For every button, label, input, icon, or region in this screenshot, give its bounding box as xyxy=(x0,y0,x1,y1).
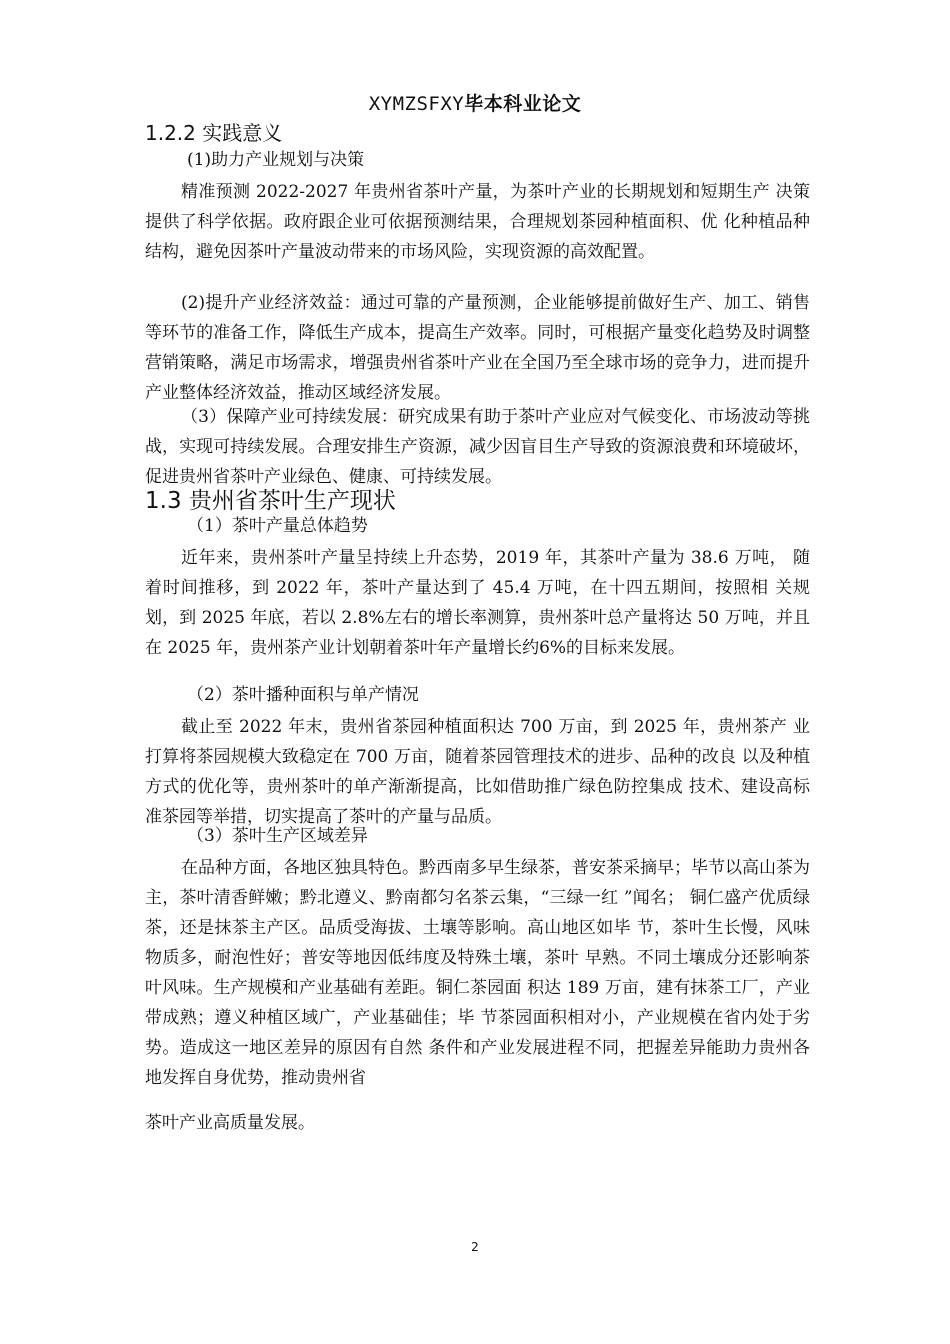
page-header xyxy=(0,90,950,117)
heading-1-3: 1.3 贵州省茶叶生产现状 xyxy=(145,488,396,514)
section-1-3-tail: 茶叶产业高质量发展。 xyxy=(145,1113,315,1133)
heading-1-2-2: 1.2.2 实践意义 xyxy=(145,121,283,145)
section-1-3-item-2-body: 截止至 2022 年末，贵州省茶园种植面积达 700 万亩，到 2025 年，贵州茶产 业打算将茶园规模大致稳定在 700 万亩，随着茶园管理技术的进步、品种的改良 以及种植方式的优化等，贵州茶叶的单产渐渐提高，比如借助推广绿色防控集成 技术、建设高标准茶园等举措，切实提高了茶叶的产量与品质。 xyxy=(145,717,810,827)
header-code: XYMZSFXY xyxy=(368,93,465,115)
page-number: 2 xyxy=(471,1240,479,1254)
item-2-body: (2)提升产业经济效益：通过可靠的产量预测，企业能够提前做好生产、加工、销售等环节的准备工作，降低生产成本，提高生产效率。同时，可根据产量变化趋势及时调整营销策略，满足市场需求，增强贵州省茶叶产业在全国乃至全球市场的竞争力，进而提升产业整体经济效益，推动区域经济发展。 xyxy=(145,293,810,403)
header-title: 毕本科业论文 xyxy=(464,93,582,115)
section-1-3-item-3-title: （3）茶叶生产区域差异 xyxy=(187,826,368,846)
section-1-3-item-1-title: （1）茶叶产量总体趋势 xyxy=(187,516,368,536)
item-1-title: (1)助力产业规划与决策 xyxy=(187,150,365,170)
section-1-3-item-2-title: （2）茶叶播种面积与单产情况 xyxy=(187,685,419,705)
item-3-body: （3）保障产业可持续发展：研究成果有助于茶叶产业应对气候变化、市场波动等挑战，实现可持续发展。合理安排生产资源，减少因盲目生产导致的资源浪费和环境破坏，促进贵州省茶叶产业绿色、健康、可持续发展。 xyxy=(145,407,810,487)
section-1-3-item-3-body: 在品种方面，各地区独具特色。黔西南多早生绿茶，普安茶采摘早；毕节以高山茶为主，茶叶清香鲜嫩；黔北遵义、黔南都匀名茶云集，“三绿一红 ”闻名； 铜仁盛产优质绿茶，还是抹茶主产区。品质受海拔、土壤等影响。高山地区如毕 节，茶叶生长慢，风味物质多，耐泡性好；普安等地因低纬度及特殊土壤，茶叶 早熟。不同土壤成分还影响茶叶风味。生产规模和产业基础有差距。铜仁茶园面 积达 189 万亩，建有抹茶工厂，产业带成熟；遵义种植区域广，产业基础佳；毕 节茶园面积相对小，产业规模在省内处于劣势。造成这一地区差异的原因有自然 条件和产业发展进程不同，把握差异能助力贵州各地发挥自身优势，推动贵州省 xyxy=(145,858,810,1088)
section-1-3-item-1-body: 近年来，贵州茶叶产量呈持续上升态势，2019 年，其茶叶产量为 38.6 万吨， 随着时间推移，到 2022 年，茶叶产量达到了 45.4 万吨，在十四五期间，按照相 关规划，到 2025 年底，若以 2.8%左右的增长率测算，贵州茶叶总产量将达 50 万吨，并且在 2025 年，贵州茶产业计划朝着茶叶年产量增长约6%的目标来发展。 xyxy=(145,548,810,658)
item-1-body: 精准预测 2022-2027 年贵州省茶叶产量，为茶叶产业的长期规划和短期生产 决策提供了科学依据。政府跟企业可依据预测结果，合理规划茶园种植面积、优 化种植品种结构，避免因茶叶产量波动带来的市场风险，实现资源的高效配置。 xyxy=(145,182,810,262)
